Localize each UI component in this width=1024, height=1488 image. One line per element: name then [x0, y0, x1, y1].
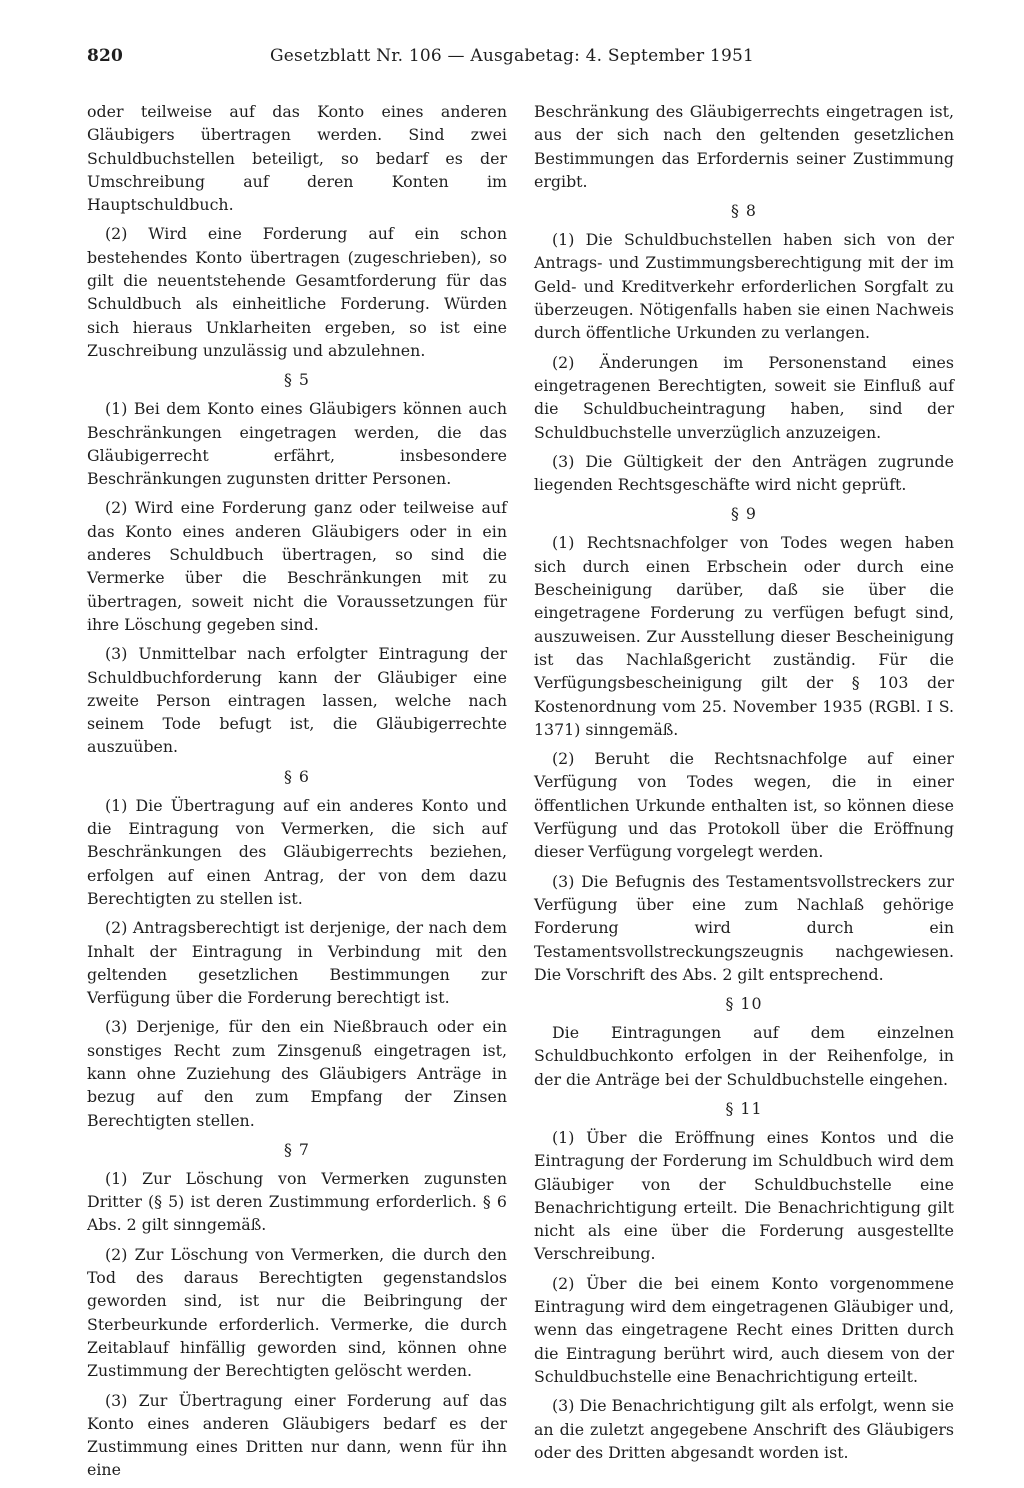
paragraph: (3) Die Benachrichtigung gilt als erfolgt, wenn sie an die zuletzt angegebene Anschrift des Gläubigers oder des Dritten abgesandt worden ist.	[534, 1396, 954, 1462]
paragraph: (1) Die Schuldbuchstellen haben sich von der Antrags- und Zustimmungsberechtigung mit der im Geld- und Kreditverkehr erforderlichen Sorgfalt zu überzeugen. Nötigenfalls haben sie einen Nachweis durch öffentliche Urkunden zu verlangen.	[534, 230, 954, 343]
page-header	[87, 46, 954, 72]
paragraph: (3) Die Befugnis des Testamentsvollstreckers zur Verfügung über eine zum Nachlaß gehörige Forderung wird durch ein Testamentsvollstreckungszeugnis nachgewiesen. Die Vorschrift des Abs. 2 gilt entsprechend.	[534, 871, 954, 984]
paragraph: (1) Über die Eröffnung eines Kontos und die Eintragung der Forderung im Schuldbuch wird dem Gläubiger von der Schuldbuchstelle eine Benachrichtigung erteilt. Die Benachrichtigung gilt nicht als eine über die Forderung ausgestellte Verschreibung.	[534, 1127, 954, 1264]
page-number: 820	[87, 46, 124, 66]
paragraph: oder teilweise auf das Konto eines anderen Gläubigers übertragen werden. Sind zwei Schuldbuchstellen beteiligt, so bedarf es der Umschreibung auf deren Konten im Hauptschuldbuch.	[87, 102, 507, 215]
paragraph: (2) Beruht die Rechtsnachfolge auf einer Verfügung von Todes wegen, die in einer öffentlichen Urkunde enthalten ist, so können diese Verfügung und das Protokoll über die Eröffnung dieser Verfügung vorgelegt werden.	[534, 749, 954, 862]
paragraph: (1) Zur Löschung von Vermerken zugunsten Dritter (§ 5) ist deren Zustimmung erforderlich. § 6 Abs. 2 gilt sinngemäß.	[87, 1168, 507, 1235]
paragraph: (2) Wird eine Forderung ganz oder teilweise auf das Konto eines anderen Gläubigers oder in ein anderes Schuldbuch übertragen, so sind die Vermerke über die Beschränkungen mit zu übertragen, soweit nicht die Voraussetzungen für ihre Löschung gegeben sind.	[87, 498, 507, 634]
section-heading-9: § 9	[731, 504, 757, 524]
right-column	[534, 100, 954, 1470]
paragraph: (3) Unmittelbar nach erfolgter Eintragung der Schuldbuchforderung kann der Gläubiger eine zweite Person eintragen lassen, welche nach seinem Tode befugt ist, die Gläubigerrechte auszuüben.	[87, 644, 507, 757]
left-column	[87, 100, 507, 1488]
section-heading-6: § 6	[284, 766, 310, 786]
paragraph: Die Eintragungen auf dem einzelnen Schuldbuchkonto erfolgen in der Reihenfolge, in der die Anträge bei der Schuldbuchstelle eingehen.	[534, 1023, 954, 1089]
section-heading-8: § 8	[731, 201, 757, 221]
paragraph: Beschränkung des Gläubigerrechts eingetragen ist, aus der sich nach den geltenden gesetzlichen Bestimmungen das Erfordernis seiner Zustimmung ergibt.	[534, 102, 954, 191]
section-heading-11: § 11	[725, 1098, 763, 1118]
paragraph: (1) Rechtsnachfolger von Todes wegen haben sich durch einen Erbschein oder durch eine Bescheinigung darüber, daß sie über die eingetragene Forderung zu verfügen befugt sind, auszuweisen. Zur Ausstellung dieser Bescheinigung ist das Nachlaßgericht zuständig. Für die Verfügungsbescheinigung gilt der § 103 der Kostenordnung vom 25. November 1935 (RGBl. I S. 1371) sinngemäß.	[534, 533, 954, 739]
paragraph: (1) Die Übertragung auf ein anderes Konto und die Eintragung von Vermerken, die sich auf Beschränkungen des Gläubigerrechts beziehen, erfolgen auf einen Antrag, der von dem dazu Berechtigten zu stellen ist.	[87, 795, 507, 908]
running-head: Gesetzblatt Nr. 106 — Ausgabetag: 4. September 1951	[270, 46, 754, 66]
paragraph: (3) Zur Übertragung einer Forderung auf das Konto eines anderen Gläubigers bedarf es der Zustimmung eines Dritten nur dann, wenn für ihn eine	[87, 1390, 507, 1480]
section-heading-5: § 5	[284, 370, 310, 390]
paragraph: (2) Änderungen im Personenstand eines eingetragenen Berechtigten, soweit sie Einfluß auf die Schuldbucheintragung haben, sind der Schuldbuchstelle unverzüglich anzuzeigen.	[534, 352, 954, 442]
paragraph: (3) Derjenige, für den ein Nießbrauch oder ein sonstiges Recht zum Zinsgenuß eingetragen ist, kann ohne Zuziehung des Gläubigers Anträge in bezug auf den zum Empfang der Zinsen Berechtigten stellen.	[87, 1017, 507, 1130]
paragraph: (2) Wird eine Forderung auf ein schon bestehendes Konto übertragen (zugeschrieben), so gilt die neuentstehende Gesamtforderung für das Schuldbuch als einheitliche Forderung. Würden sich hieraus Unklarheiten ergeben, so ist eine Zuschreibung unzulässig und abzulehnen.	[87, 224, 507, 360]
section-heading-7: § 7	[284, 1139, 310, 1159]
paragraph: (2) Über die bei einem Konto vorgenommene Eintragung wird dem eingetragenen Gläubiger und, wenn das eingetragene Recht eines Dritten durch die Eintragung berührt wird, auch diesem von der Schuldbuchstelle eine Benachrichtigung erteilt.	[534, 1273, 954, 1386]
paragraph: (3) Die Gültigkeit der den Anträgen zugrunde liegenden Rechtsgeschäfte wird nicht geprüft.	[534, 451, 954, 495]
paragraph: (1) Bei dem Konto eines Gläubigers können auch Beschränkungen eingetragen werden, die das Gläubigerrecht erfährt, insbesondere Beschränkungen zugunsten dritter Personen.	[87, 399, 507, 489]
section-heading-10: § 10	[725, 994, 763, 1014]
paragraph: (2) Zur Löschung von Vermerken, die durch den Tod des daraus Berechtigten gegenstandslos geworden sind, ist nur die Beibringung der Sterbeurkunde erforderlich. Vermerke, die durch Zeitablauf hinfällig geworden sind, können ohne Zustimmung der Berechtigten gelöscht werden.	[87, 1244, 507, 1381]
paragraph: (2) Antragsberechtigt ist derjenige, der nach dem Inhalt der Eintragung in Verbindung mit den geltenden gesetzlichen Bestimmungen zur Verfügung über die Forderung berechtigt ist.	[87, 918, 507, 1008]
